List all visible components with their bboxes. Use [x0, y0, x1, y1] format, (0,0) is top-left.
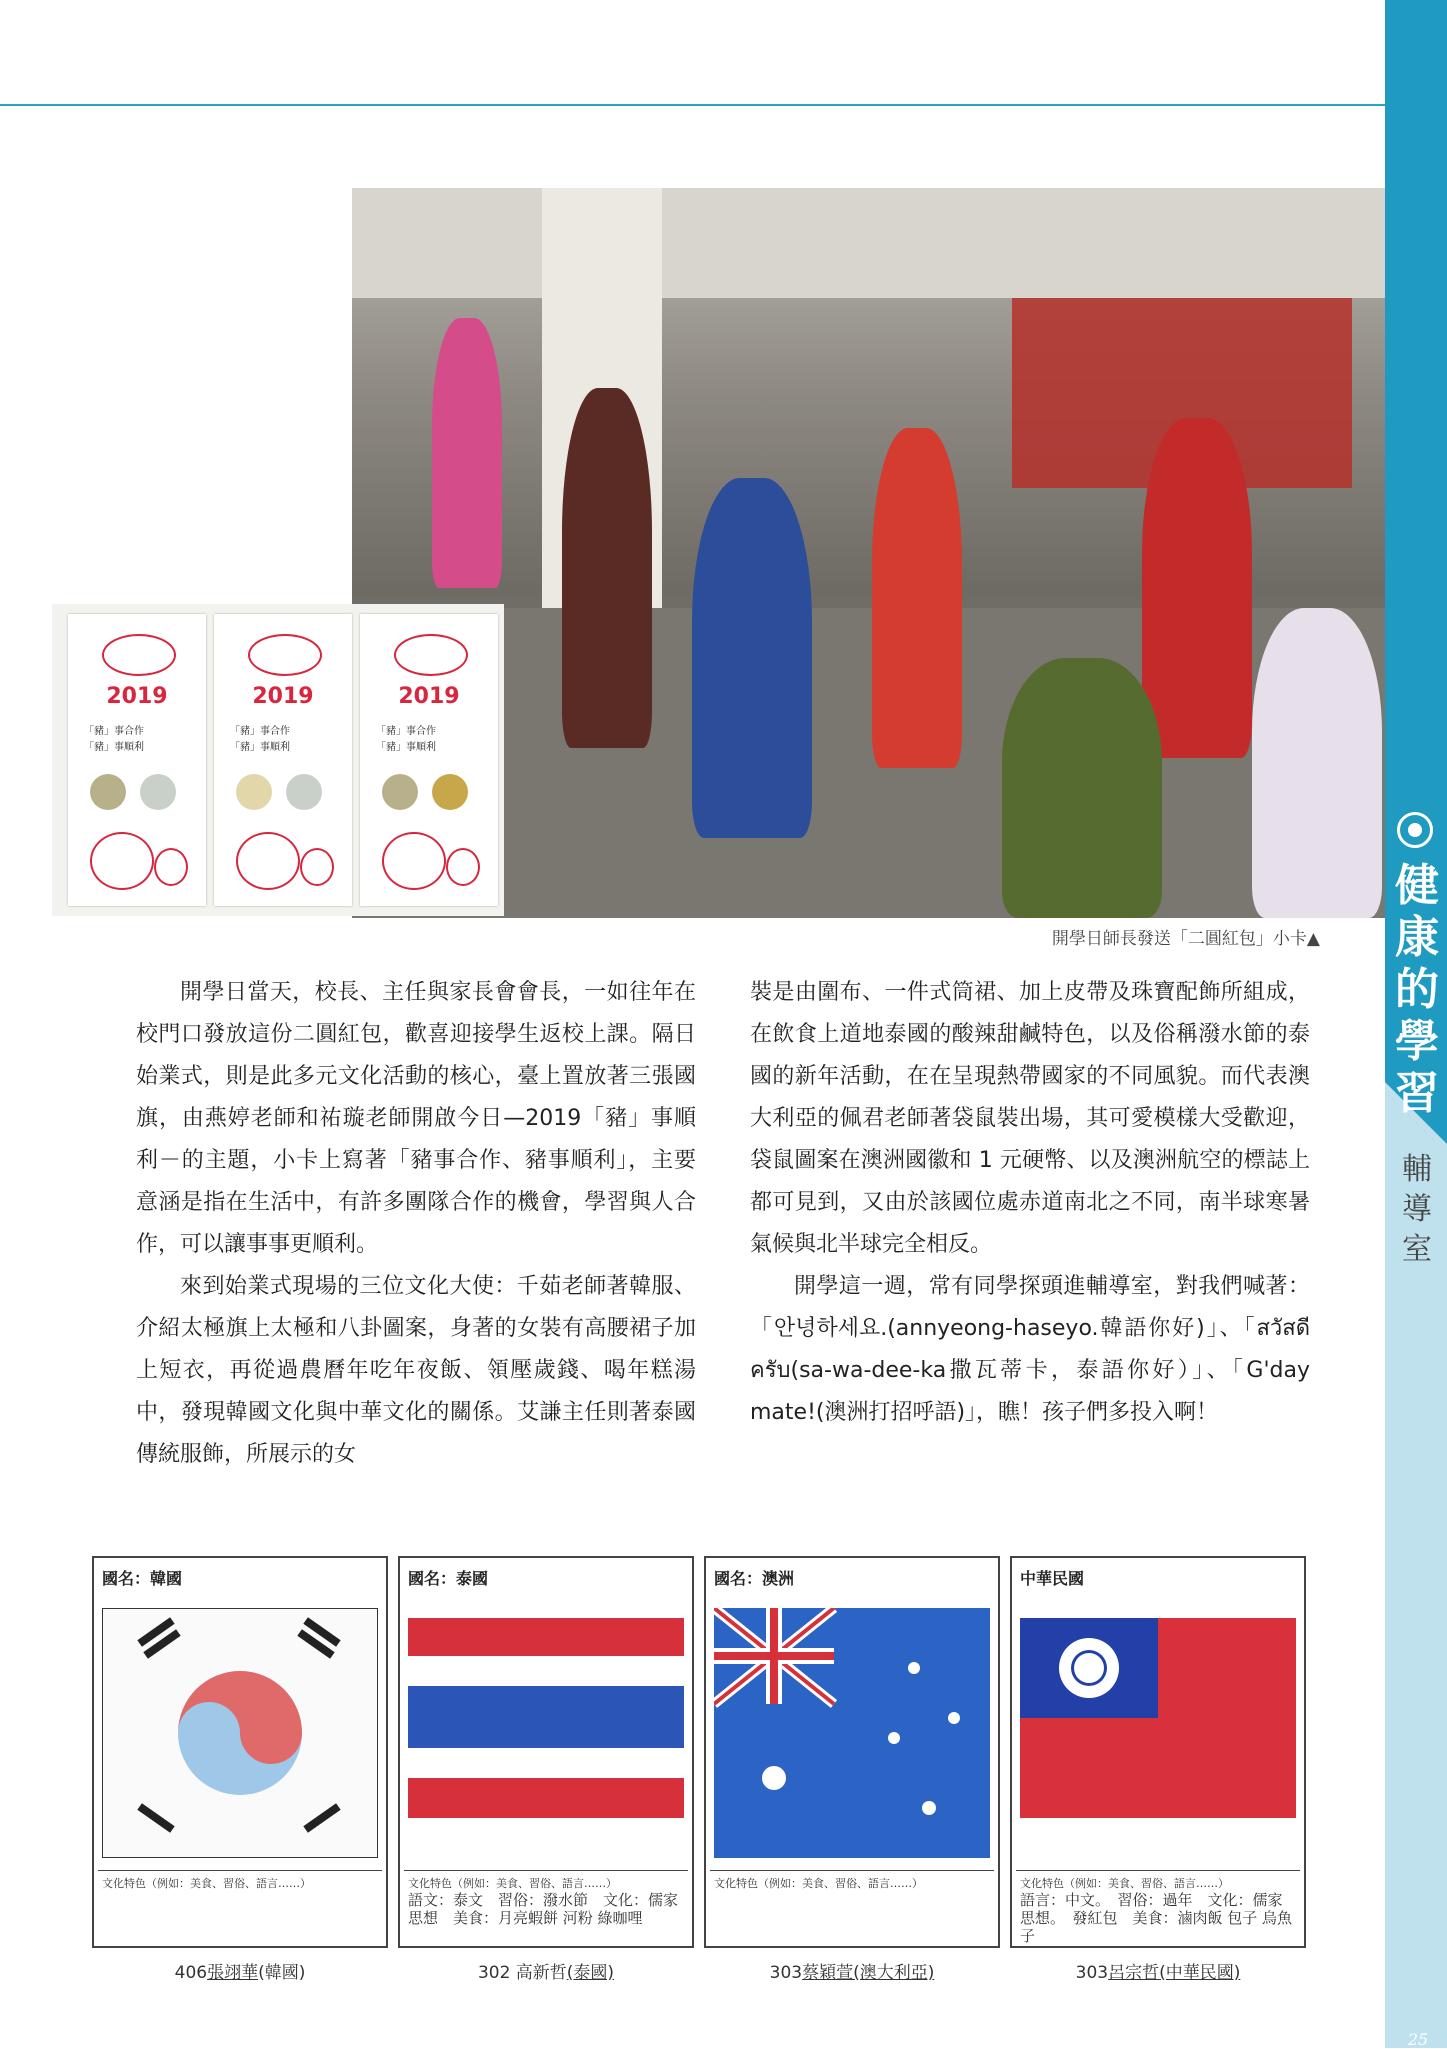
- drawing-caption: 302 高新哲(泰國): [477, 1963, 615, 1983]
- paragraph: 來到始業式現場的三位文化大使：千茹老師著韓服、介紹太極旗上太極和八卦圖案，身著的女裝有高腰裙子加上短衣，再從過農曆年吃年夜飯、領壓歲錢、喝年糕湯中，發現韓國文化與中華文化的關係。艾謙主任則著泰國傳統服飾，所展示的女: [136, 1274, 696, 1467]
- culture-notes: 文化特色（例如：美食、習俗、語言……） 語言：中文。 習俗：過年 文化：儒家思想。 發紅包 美食：滷肉飯 包子 烏魚子: [1016, 1870, 1300, 1944]
- photo-caption: 開學日師長發送「二圓紅包」小卡▲: [1051, 929, 1320, 949]
- school-emblem-icon: [1397, 812, 1433, 848]
- paragraph: 裝是由圍布、一件式筒裙、加上皮帶及珠寶配飾所組成，在飲食上道地泰國的酸辣甜鹹特色，以及俗稱潑水節的泰國的新年活動，在在呈現熱帶國家的不同風貌。而代表澳大利亞的佩君老師著袋鼠裝出場，其可愛模樣大受歡迎，袋鼠圖案在澳洲國徽和 1 元硬幣、以及澳洲航空的標誌上都可見到，又由於該國位處赤道南北之不同，南半球寒暑氣候與北半球完全相反。: [750, 980, 1310, 1257]
- culture-notes: 文化特色（例如：美食、習俗、語言……）: [710, 1870, 994, 1944]
- article-right-column: [750, 972, 1310, 1434]
- school-entrance-photo: [352, 188, 1385, 918]
- paragraph: 開學這一週，常有同學探頭進輔導室，對我們喊著：「안녕하세요.(annyeong-haseyo.韓語你好)」、「สวัสดีครับ(sa-wa-dee-ka撒瓦蒂卡，泰語你好）」、「G'day mate!(澳洲打招呼語)」，瞧！孩子們多投入啊！: [750, 1274, 1310, 1425]
- paragraph: 開學日當天，校長、主任與家長會會長，一如往年在校門口發放這份二圓紅包，歡喜迎接學生返校上課。隔日始業式，則是此多元文化活動的核心，臺上置放著三張國旗，由燕婷老師和祐璇老師開啟今日—2019「豬」事順利－的主題，小卡上寫著「豬事合作、豬事順利」，主要意涵是指在生活中，有許多團隊合作的機會，學習與人合作，可以讓事事更順利。: [136, 980, 696, 1257]
- student-drawing-thailand: 國名：泰國 文化特色（例如：美食、習俗、語言……） 語文：泰文 習俗：潑水節 文化：儒家思想 美食：月亮蝦餅 河粉 綠咖哩: [398, 1556, 694, 1948]
- korea-flag-drawing: [102, 1608, 378, 1858]
- drawing-caption: 406張翊華(韓國): [174, 1963, 306, 1983]
- culture-notes: 文化特色（例如：美食、習俗、語言……）: [98, 1870, 382, 1944]
- australia-flag-drawing: [714, 1608, 990, 1858]
- drawing-caption: 303呂宗哲(中華民國): [1075, 1963, 1241, 1983]
- page-number: 25: [1407, 2030, 1429, 2049]
- envelope-card: 2019 「豬」事合作 「豬」事順利: [360, 614, 498, 906]
- roc-flag-drawing: [1020, 1608, 1296, 1858]
- student-drawing-roc: 中華民國 文化特色（例如：美食、習俗、語言……） 語言：中文。 習俗：過年 文化：儒家思想。 發紅包 美食：滷肉飯 包子 烏魚子: [1010, 1556, 1306, 1948]
- student-drawing-korea: 國名：韓國 文化特色（例如：美食、習俗、語言……）: [92, 1556, 388, 1948]
- drawing-caption: 303蔡穎萱(澳大利亞): [769, 1963, 935, 1983]
- student-drawing-australia: 國名：澳洲 文化特色（例如：美食、習俗、語言……）: [704, 1556, 1000, 1948]
- thailand-flag-drawing: [408, 1608, 684, 1858]
- column-title: 健 康 的 學 習: [1395, 860, 1439, 1119]
- red-envelope-cards-photo: [52, 604, 504, 916]
- envelope-card: 2019 「豬」事合作 「豬」事順利: [68, 614, 206, 906]
- header-rule: [0, 104, 1385, 106]
- section-name: 輔 導 室: [1402, 1152, 1432, 1267]
- culture-notes: 文化特色（例如：美食、習俗、語言……） 語文：泰文 習俗：潑水節 文化：儒家思想 美食：月亮蝦餅 河粉 綠咖哩: [404, 1870, 688, 1944]
- envelope-card: 2019 「豬」事合作 「豬」事順利: [214, 614, 352, 906]
- article-left-column: [136, 972, 696, 1476]
